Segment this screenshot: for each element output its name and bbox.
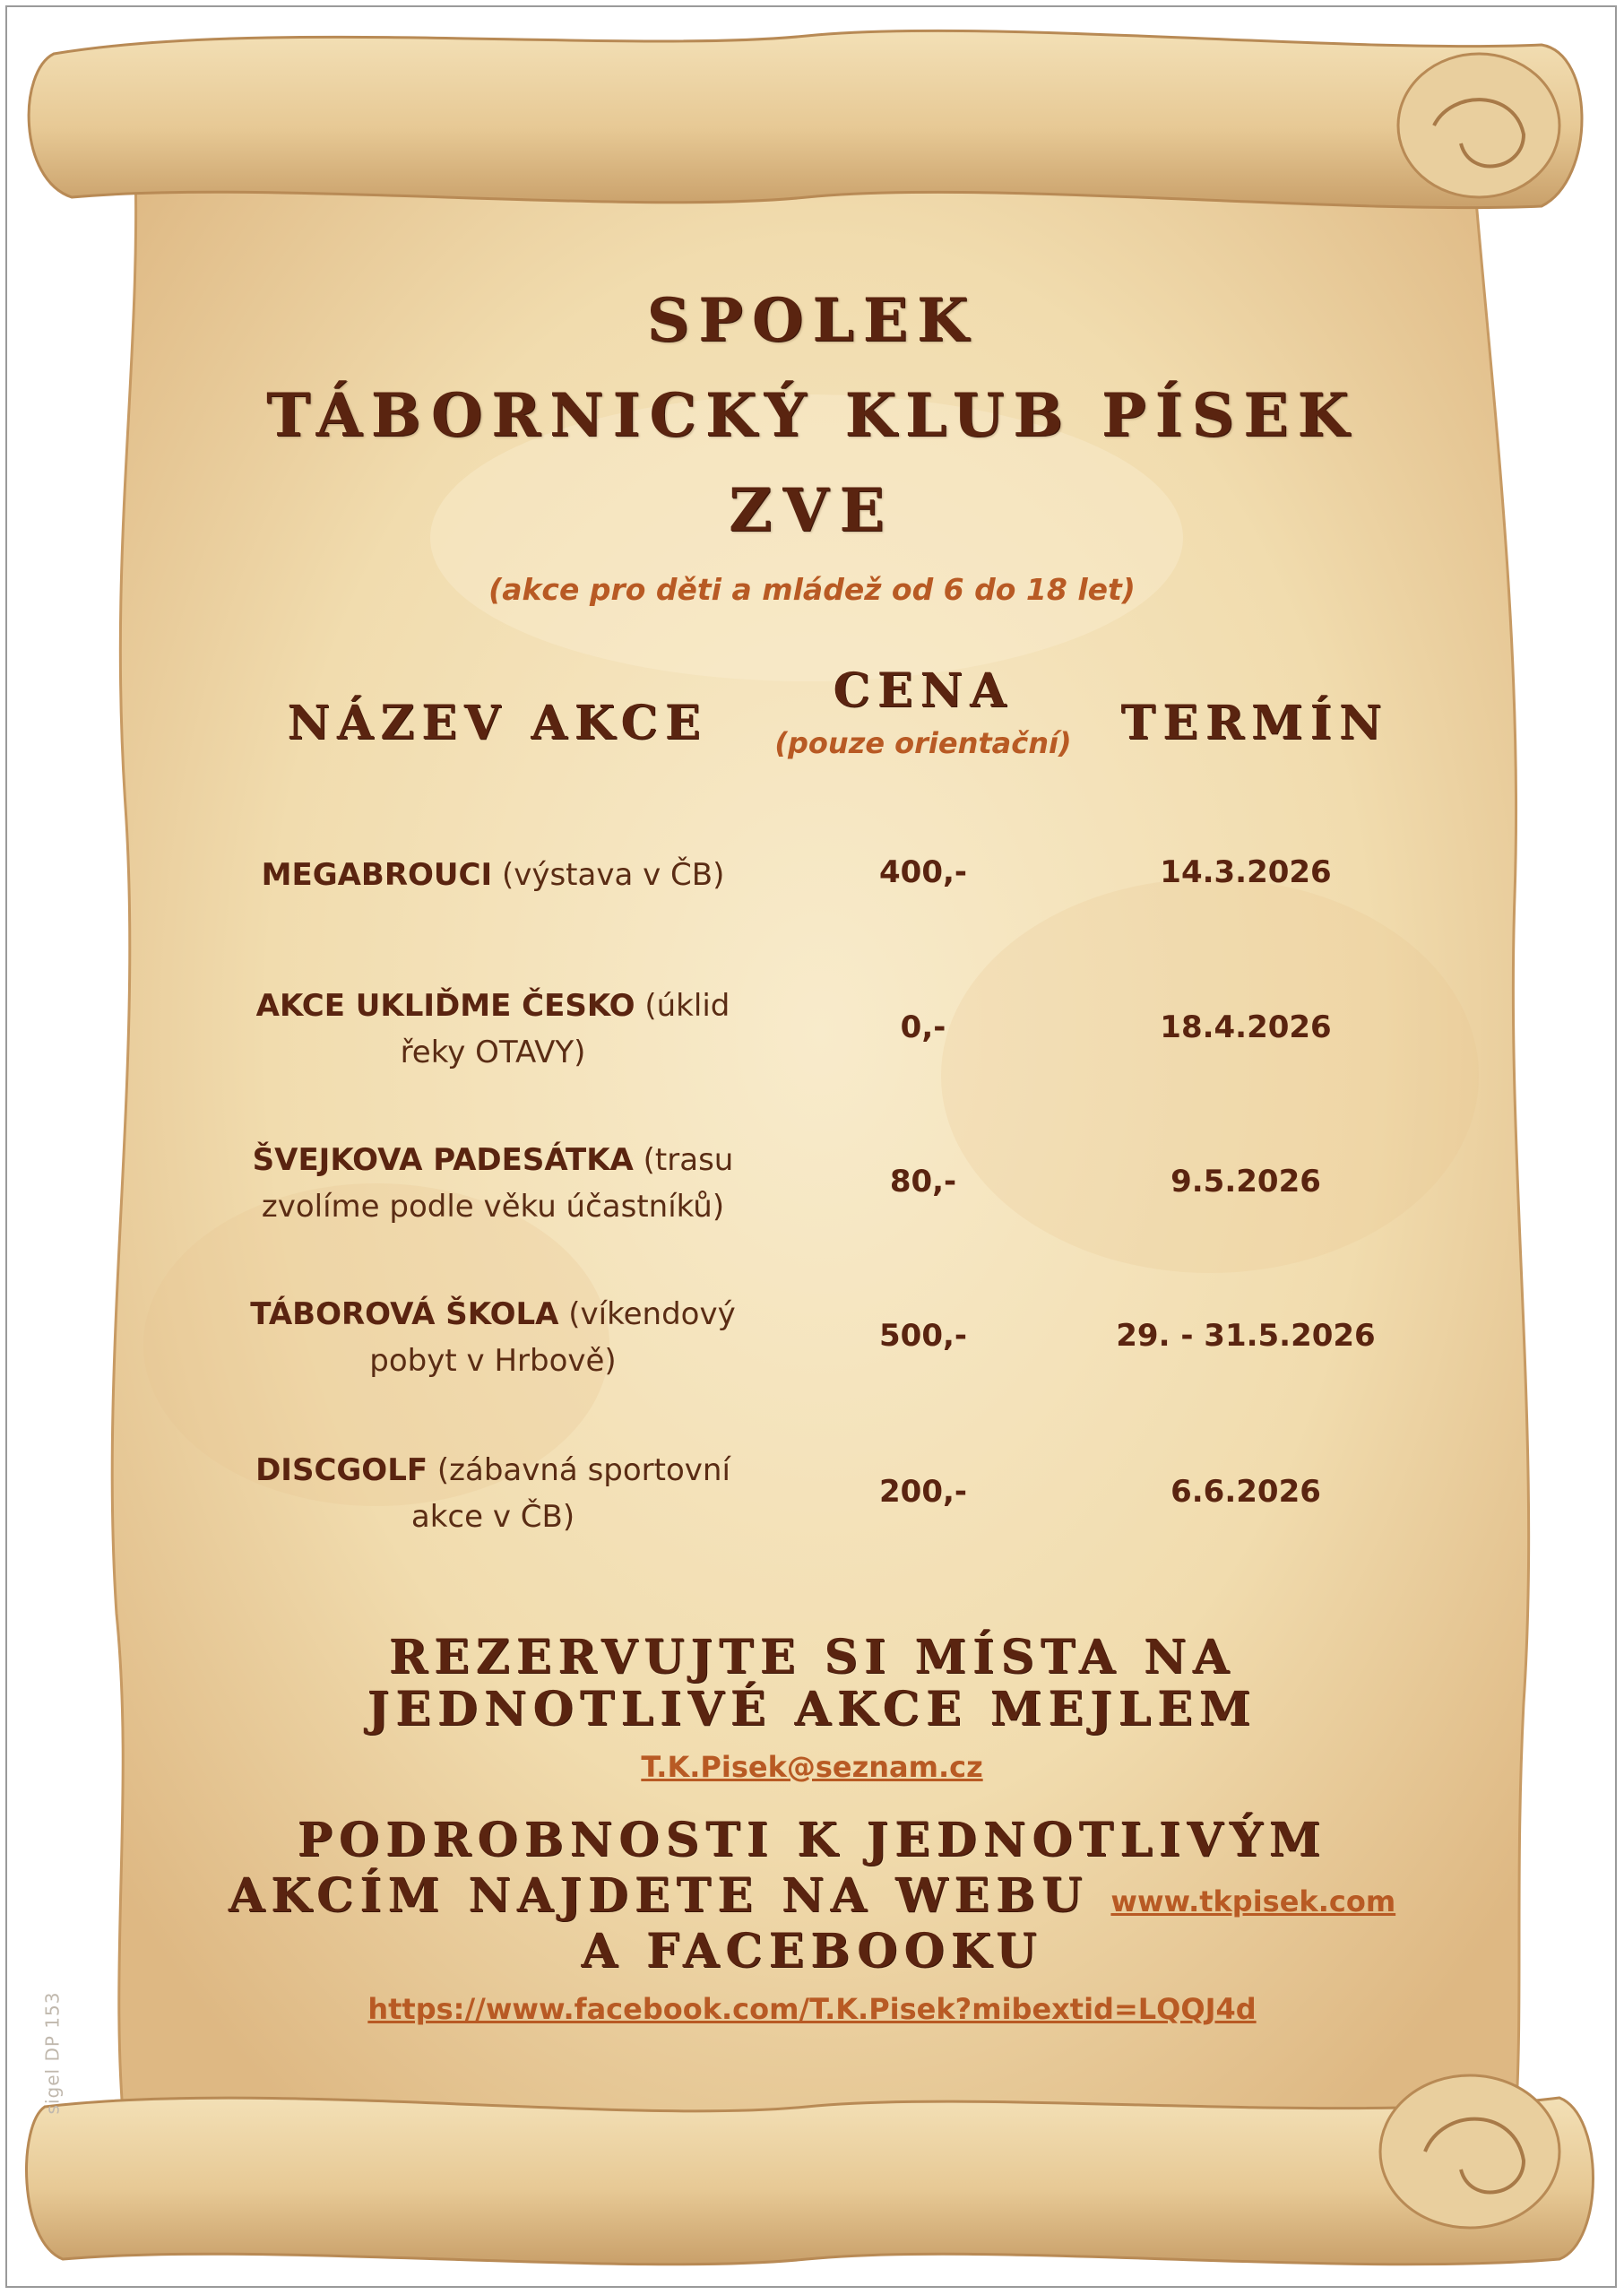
event-price: 80,- (889, 1164, 957, 1199)
facebook-link[interactable]: https://www.facebook.com/T.K.Pisek?mibextid=LQQJ4d (367, 1992, 1257, 2026)
event-price: 200,- (879, 1474, 967, 1510)
event-date: 14.3.2026 (1160, 854, 1332, 890)
heading-zve: ZVE (729, 475, 895, 545)
reserve-line-2: JEDNOTLIVÉ AKCE MEJLEM (367, 1682, 1257, 1736)
event-date: 9.5.2026 (1170, 1164, 1321, 1199)
event-name-bold: TÁBOROVÁ ŠKOLA (250, 1296, 559, 1332)
details-line-2-text: AKCÍM NAJDETE NA WEBU (228, 1868, 1089, 1923)
reserve-line-1: REZERVUJTE SI MÍSTA NA (388, 1630, 1236, 1684)
event-date: 6.6.2026 (1170, 1474, 1321, 1510)
event-name-detail: (úklid řeky OTAVY) (400, 988, 730, 1070)
email-link[interactable]: T.K.Pisek@seznam.cz (641, 1750, 983, 1784)
heading-club-name: TÁBORNICKÝ KLUB PÍSEK (266, 380, 1358, 450)
event-name (242, 1291, 744, 1384)
event-name-detail: (víkendový pobyt v Hrbově) (369, 1296, 736, 1379)
watermark: sigel DP 153 (41, 1991, 64, 2115)
column-header-price: CENA (833, 663, 1014, 718)
event-name-bold: AKCE UKLIĎME ČESKO (255, 988, 635, 1024)
event-price: 500,- (879, 1318, 967, 1354)
details-line-3: A FACEBOOKU (581, 1924, 1043, 1979)
heading-spolek: SPOLEK (646, 285, 978, 355)
facebook-line (0, 1992, 1624, 2026)
event-name (242, 852, 744, 898)
event-name (242, 1137, 744, 1230)
event-price: 400,- (879, 854, 967, 890)
details-line-2 (0, 1870, 1624, 1927)
event-name-bold: DISCGOLF (255, 1452, 428, 1488)
event-date: 18.4.2026 (1160, 1009, 1332, 1045)
event-name-detail: (výstava v ČB) (492, 857, 725, 893)
details-line-1: PODROBNOSTI K JEDNOTLIVÝM (297, 1813, 1327, 1867)
event-name (242, 1447, 744, 1540)
age-subtitle: (akce pro děti a mládež od 6 do 18 let) (488, 572, 1136, 607)
column-header-date: TERMÍN (1120, 696, 1389, 750)
event-price: 0,- (900, 1009, 946, 1045)
column-header-name: NÁZEV AKCE (287, 696, 708, 750)
event-date: 29. - 31.5.2026 (1116, 1318, 1376, 1354)
event-name-detail: (zábavná sportovní akce v ČB) (410, 1452, 730, 1535)
event-name (242, 983, 744, 1076)
event-name-bold: ŠVEJKOVA PADESÁTKA (252, 1142, 634, 1178)
web-link[interactable]: www.tkpisek.com (1110, 1884, 1396, 1918)
email-line (0, 1750, 1624, 1784)
price-note: (pouze orientační) (774, 726, 1072, 760)
event-name-detail: (trasu zvolíme podle věku účastníků) (261, 1142, 734, 1225)
event-name-bold: MEGABROUCI (261, 857, 493, 893)
